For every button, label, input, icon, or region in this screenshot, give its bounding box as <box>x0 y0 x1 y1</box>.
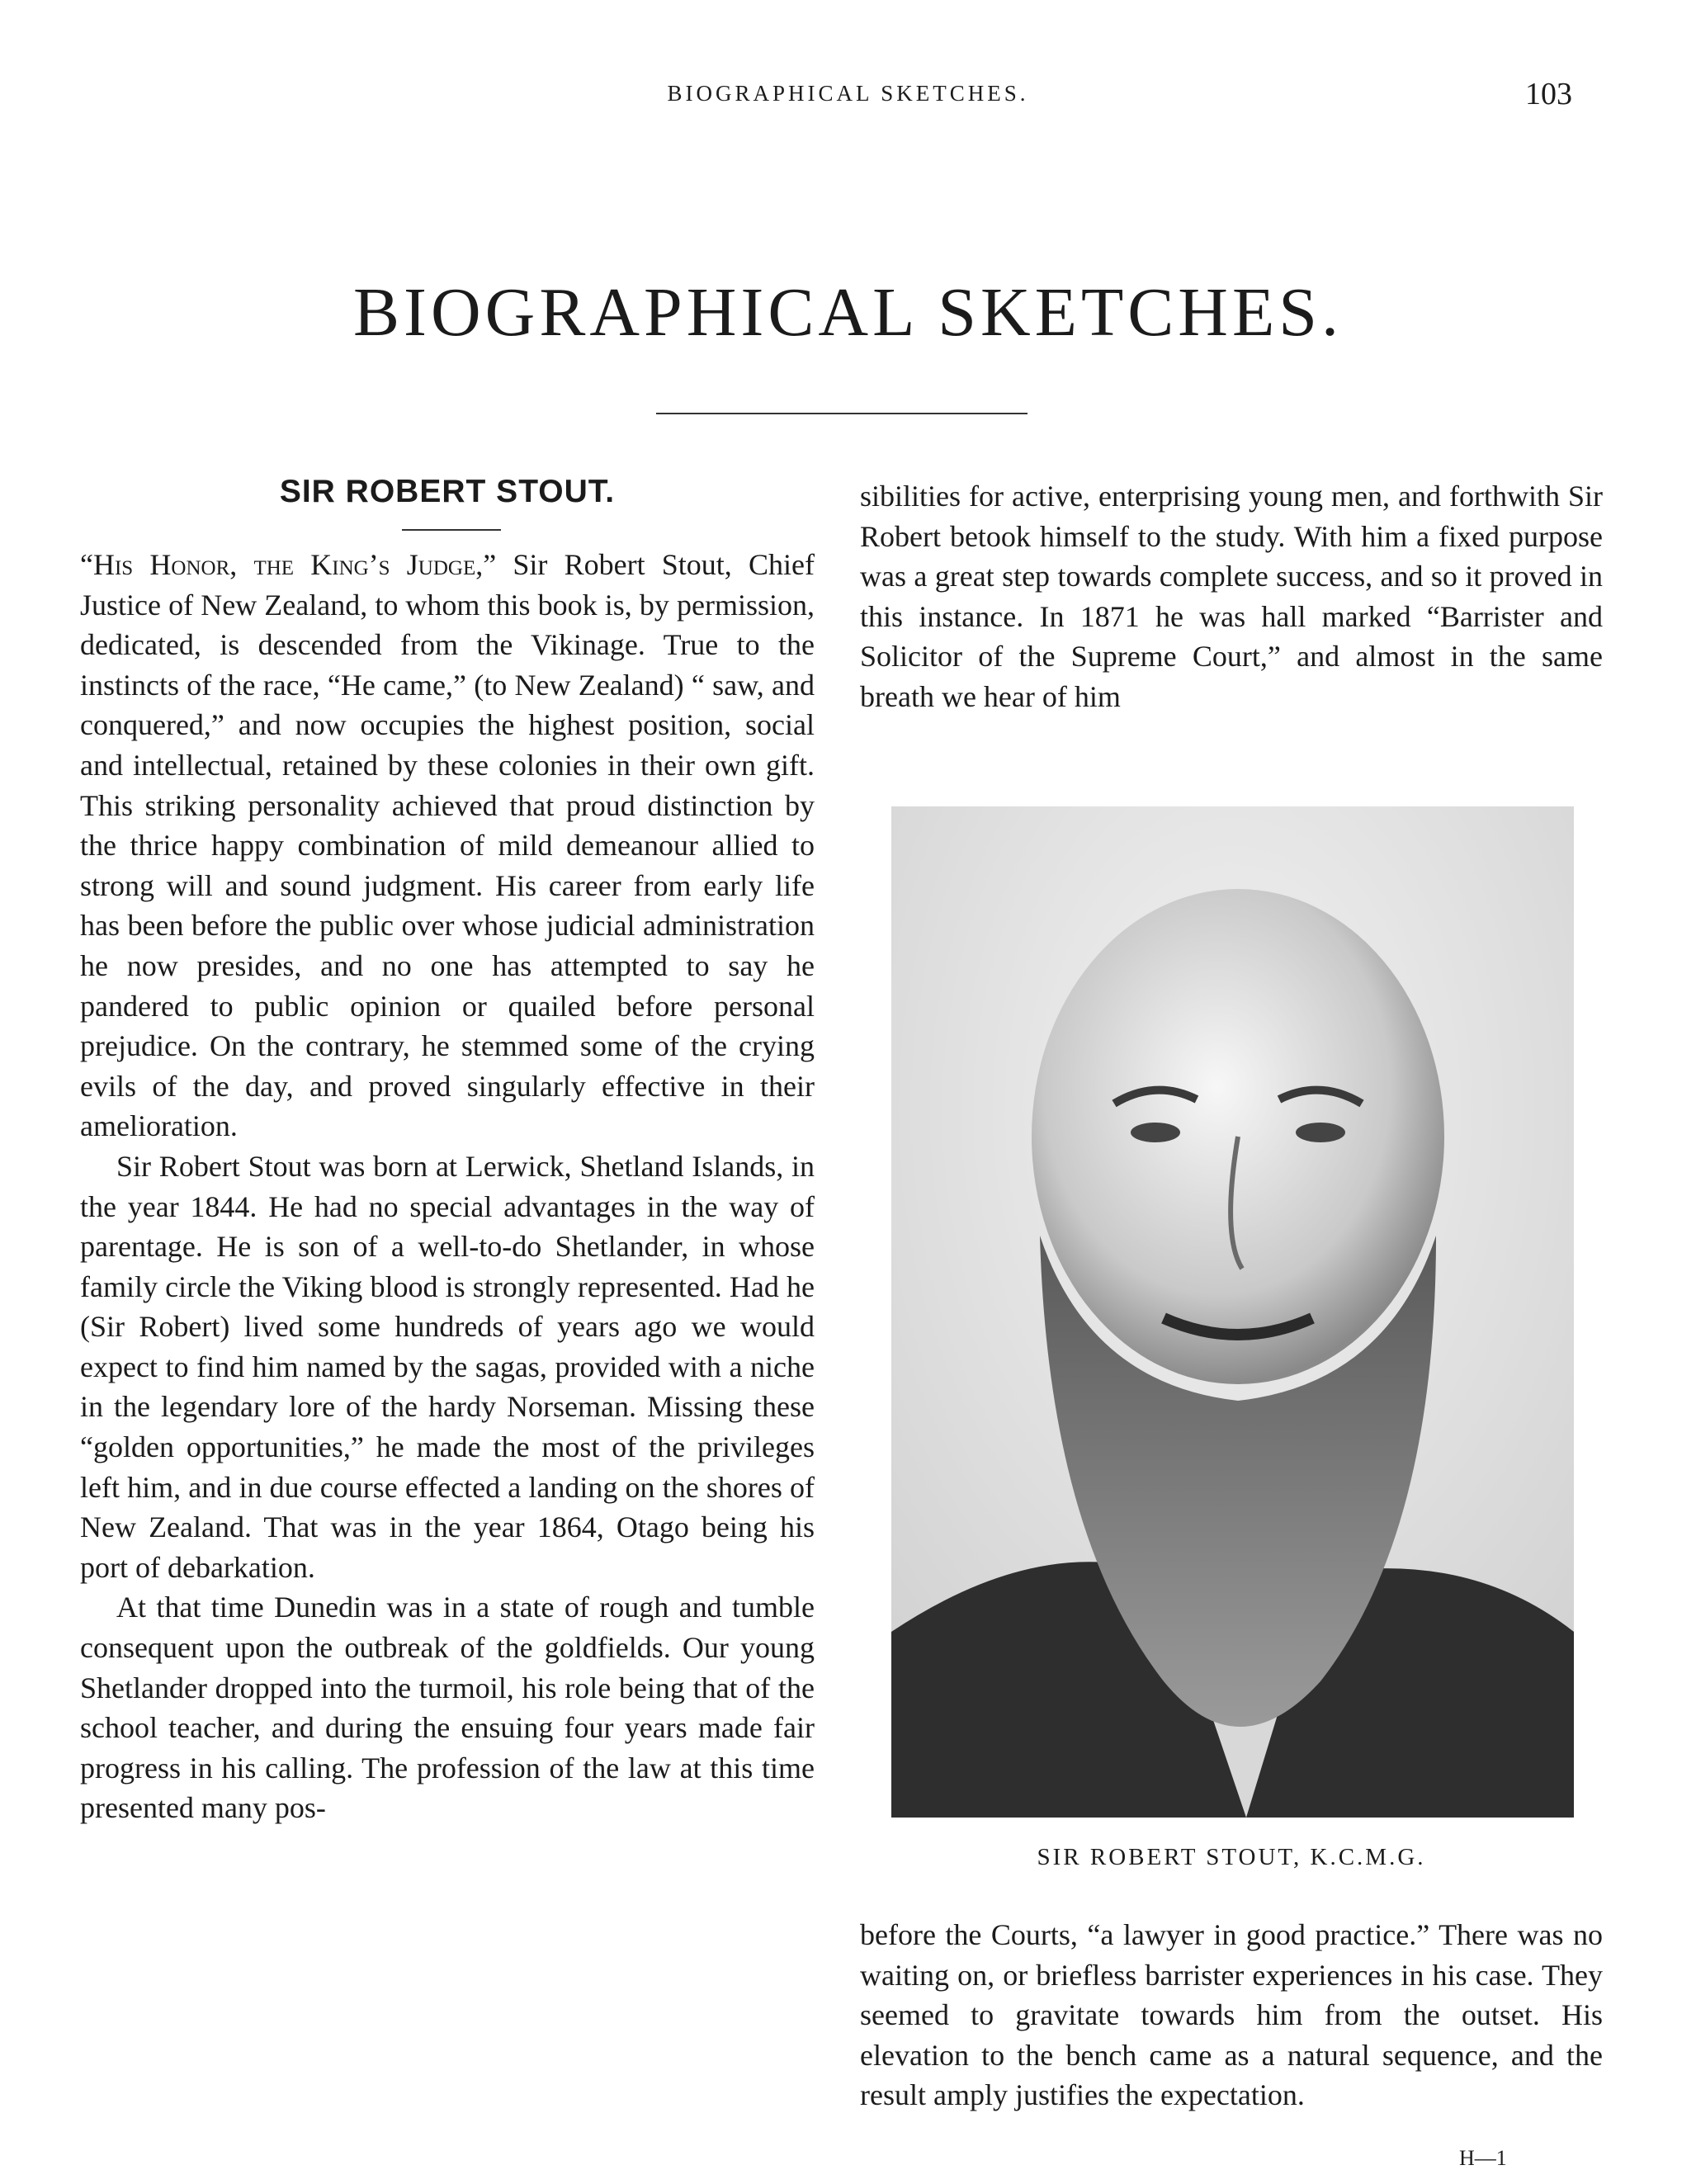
paragraph-5: before the Courts, “a lawyer in good practice.” There was no waiting on, or briefless barrister experiences in his case. They seemed to gravitate towards him from the outset. His elevation to the bench came as a natural sequence, and the result amply justifies the expectation. <box>860 1918 1603 2112</box>
page-number: 103 <box>1525 77 1572 111</box>
left-column <box>80 545 815 1828</box>
paragraph-1-body: Sir Robert Stout, Chief Justice of New Zealand, to whom this book is, by permission, dedicated, is descended from the Vikinage. True to the instincts of the race, “He came,” (to New Zealand) “ saw, and conquered,” and now occupies the highest position, social and intellectual, retained by these colonies in their own gift. This striking personality achieved that proud distinction by the thrice happy combination of mild demeanour allied to strong will and sound judgment. His career from early life has been before the public over whose judicial administration he now presides, and no one has attempted to say he pandered to public opinion or quailed before personal prejudice. On the contrary, he stemmed some of the crying evils of the day, and proved singularly effective in their amelioration. <box>80 548 815 1143</box>
paragraph-1-lead: “His Honor, the King’s Judge,” <box>80 548 497 581</box>
portrait-illustration <box>891 806 1574 1818</box>
title-divider <box>656 413 1028 414</box>
portrait-photo <box>891 806 1574 1818</box>
right-column-top <box>860 476 1603 717</box>
section-heading: SIR ROBERT STOUT. <box>279 474 616 509</box>
running-head: BIOGRAPHICAL SKETCHES. <box>667 81 1029 106</box>
paragraph-3: At that time Dunedin was in a state of rough and tumble consequent upon the outbreak of the goldfields. Our young Shetlander dropped into the turmoil, his role being that of the school teacher, and during the ensuing four years made fair progress in his calling. The profession of the law at this time presented many pos- <box>80 1591 815 1825</box>
heading-divider <box>402 529 501 531</box>
paragraph-4: sibilities for active, enterprising young men, and forthwith Sir Robert betook himself to the study. With him a fixed purpose was a great step towards complete success, and so it proved in this instance. In 1871 he was hall marked “Barrister and Solicitor of the Supreme Court,” and almost in the same breath we hear of him <box>860 480 1603 713</box>
portrait-caption: SIR ROBERT STOUT, K.C.M.G. <box>1037 1844 1426 1870</box>
page-title: BIOGRAPHICAL SKETCHES. <box>353 274 1343 351</box>
signature-mark: H—1 <box>1459 2146 1507 2170</box>
paragraph-2: Sir Robert Stout was born at Lerwick, Shetland Islands, in the year 1844. He had no special advantages in the way of parentage. He is son of a well-to-do Shetlander, in whose family circle the Viking blood is strongly represented. Had he (Sir Robert) lived some hundreds of years ago we would expect to find him named by the sagas, provided with a niche in the legendary lore of the hardy Norseman. Missing these “golden opportunities,” he made the most of the privileges left him, and in due course effected a landing on the shores of New Zealand. That was in the year 1864, Otago being his port of debarkation. <box>80 1149 815 1584</box>
paragraph-1 <box>80 545 815 1146</box>
right-column-bottom <box>860 1915 1603 2115</box>
